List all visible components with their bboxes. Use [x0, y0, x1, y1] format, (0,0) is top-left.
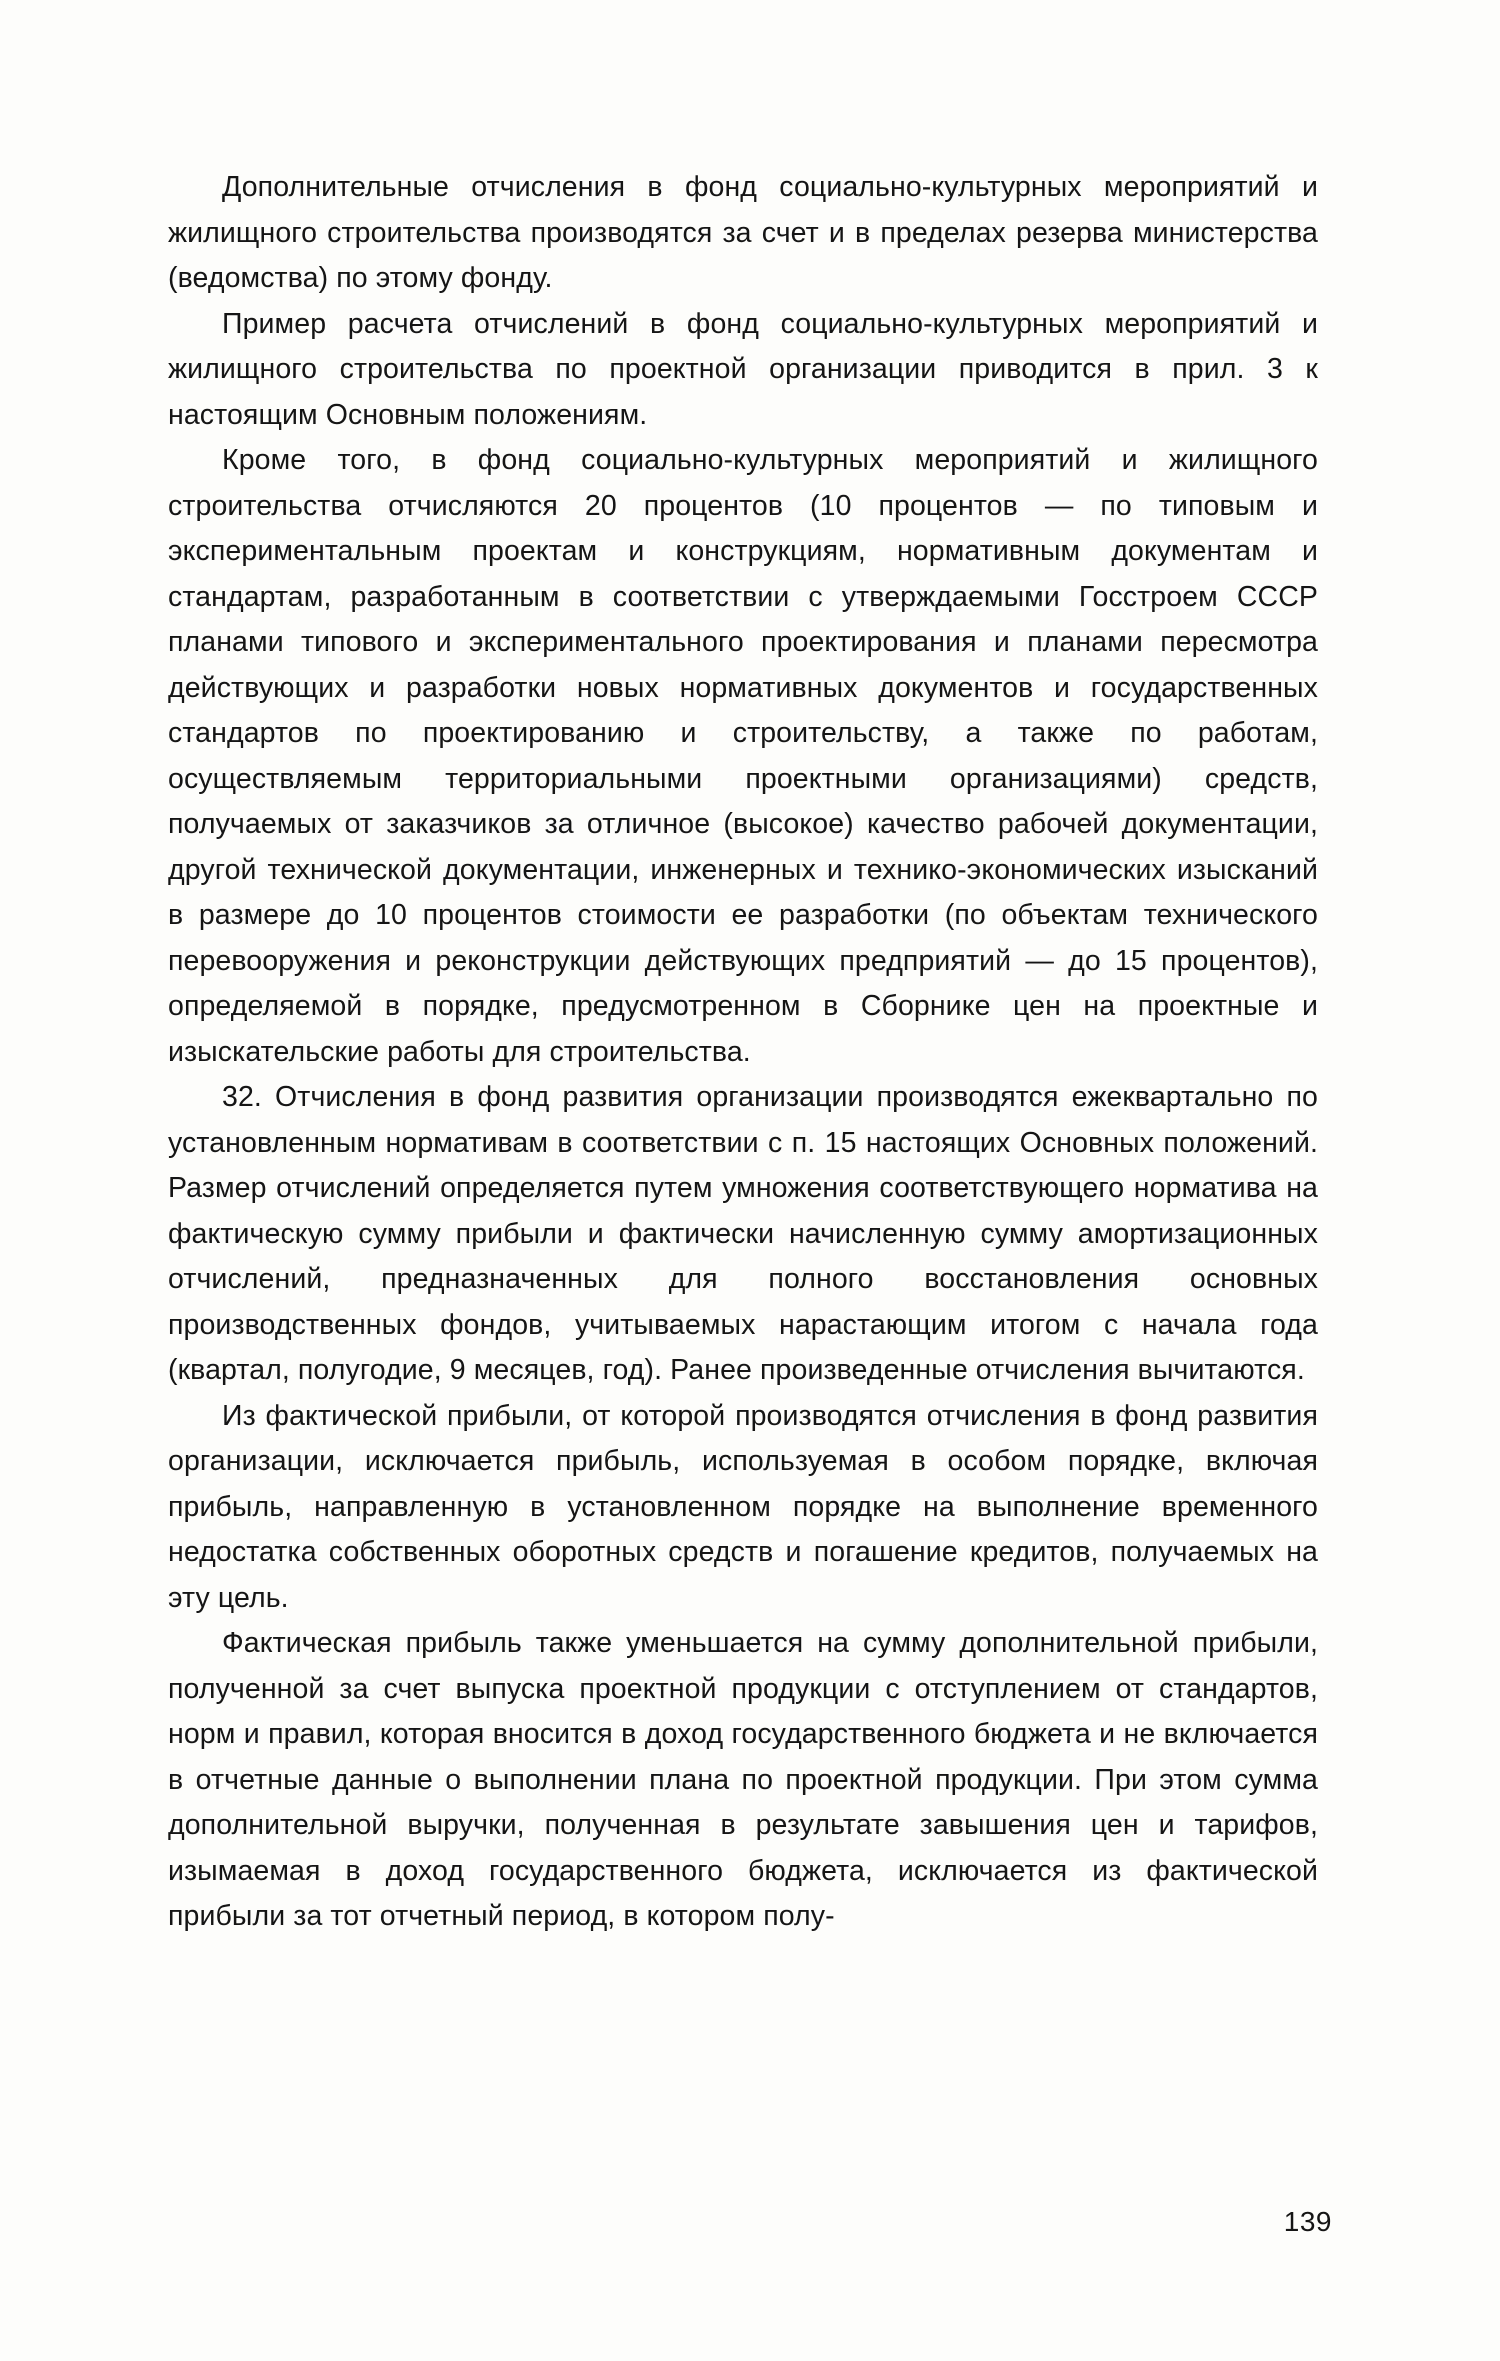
- paragraph: Кроме того, в фонд социально-культурных мероприятий и жилищного строительства отчисляются 20 процентов (10 процентов — по типовым и экспериментальным проектам и конструкциям, нормативным документам и стандартам, разработанным в соответствии с утверждаемыми Госстроем СССР планами типового и экспериментального проектирования и планами пересмотра действующих и разработки новых нормативных документов и государственных стандартов по проектированию и строительству, а также по работам, осуществляемым территориальными проектными организациями) средств, получаемых от заказчиков за отличное (высокое) качество рабочей документации, другой технической документации, инженерных и технико-экономических изысканий в размере до 10 процентов стоимости ее разработки (по объектам технического перевооружения и реконструкции действующих предприятий — до 15 процентов), определяемой в порядке, предусмотренном в Сборнике цен на проектные и изыскательские работы для строительства.: [168, 444, 1318, 1068]
- paragraph: Фактическая прибыль также уменьшается на сумму дополнительной прибыли, полученной за счет выпуска проектной продукции с отступлением от стандартов, норм и правил, которая вносится в доход государственного бюджета и не включается в отчетные данные о выполнении плана по проектной продукции. При этом сумма дополнительной выручки, полученная в результате завышения цен и тарифов, изымаемая в доход государственного бюджета, исключается из фактической прибыли за тот отчетный период, в котором полу-: [168, 1627, 1318, 1932]
- paragraph: Дополнительные отчисления в фонд социально-культурных мероприятий и жилищного строительства производятся за счет и в пределах резерва министерства (ведомства) по этому фонду.: [168, 171, 1318, 294]
- paragraph: 32. Отчисления в фонд развития организации производятся ежеквартально по установленным нормативам в соответствии с п. 15 настоящих Основных положений. Размер отчислений определяется путем умножения соответствующего норматива на фактическую сумму прибыли и фактически начисленную сумму амортизационных отчислений, предназначенных для полного восстановления основных производственных фондов, учитываемых нарастающим итогом с начала года (квартал, полугодие, 9 месяцев, год). Ранее произведенные отчисления вычитаются.: [168, 1081, 1318, 1386]
- paragraph: Из фактической прибыли, от которой производятся отчисления в фонд развития организации, исключается прибыль, используемая в особом порядке, включая прибыль, направленную в установленном порядке на выполнение временного недостатка собственных оборотных средств и погашение кредитов, получаемых на эту цель.: [168, 1399, 1318, 1614]
- page-body: [168, 165, 1318, 1940]
- page-number: 139: [1283, 2206, 1332, 2237]
- paragraph: Пример расчета отчислений в фонд социально-культурных мероприятий и жилищного строительства по проектной организации приводится в прил. 3 к настоящим Основным положениям.: [168, 307, 1318, 431]
